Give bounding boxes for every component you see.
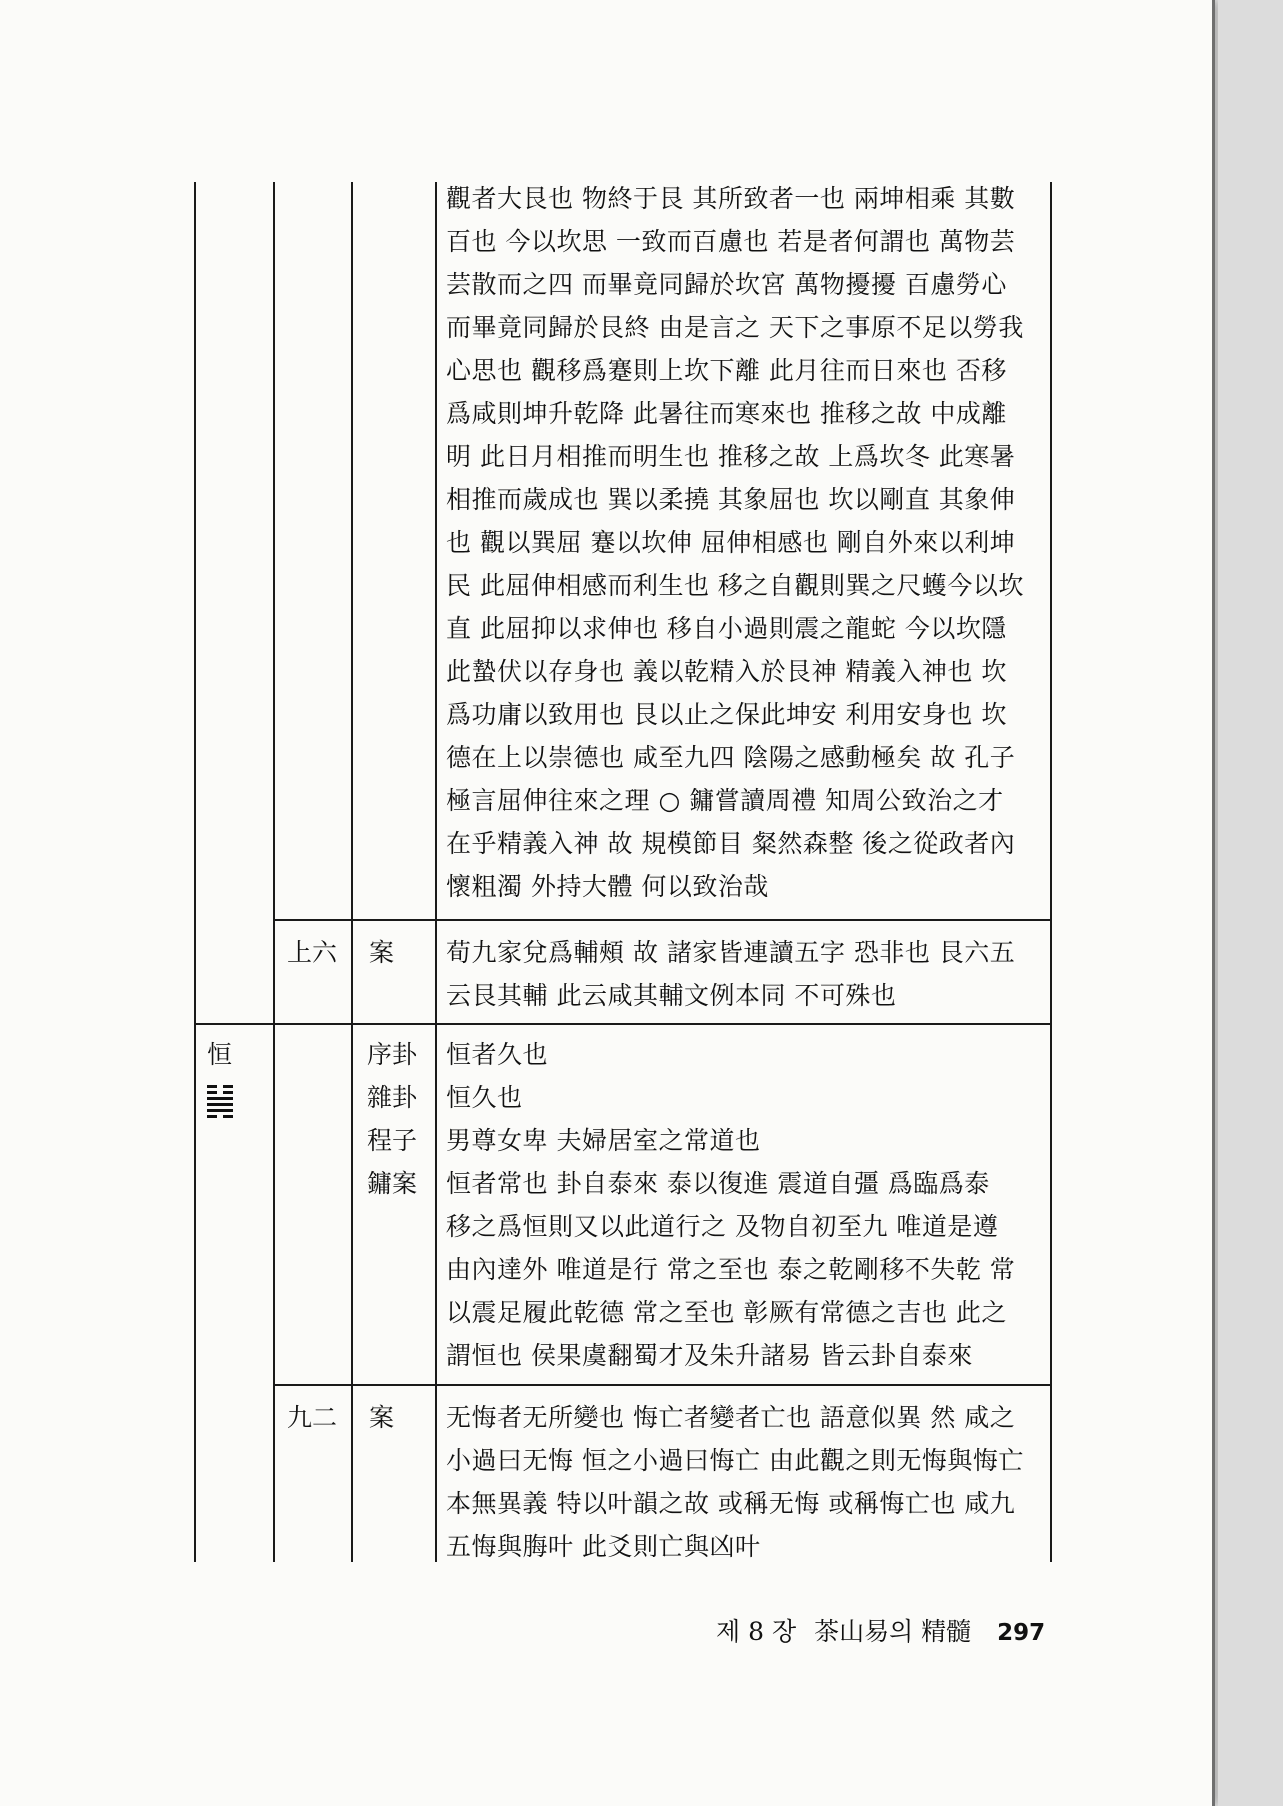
text-line: 相推而歲成也 巽以柔撓 其象屈也 坎以剛直 其象伸 bbox=[446, 485, 1016, 514]
source-label-an: 案 bbox=[369, 938, 395, 967]
text-line: 極言屈伸往來之理 ○ 鏞嘗讀周禮 知周公致治之才 bbox=[446, 786, 1004, 815]
page-number: 297 bbox=[997, 1620, 1046, 1646]
text-line: 而畢竟同歸於艮終 由是言之 天下之事原不足以勞我 bbox=[446, 313, 1024, 342]
table-rule-col1 bbox=[194, 182, 196, 1562]
hexagram-heng-icon bbox=[207, 1085, 233, 1121]
line-label-jiuer: 九二 bbox=[287, 1403, 338, 1432]
text-line: 小過曰无悔 恒之小過曰悔亡 由此觀之則无悔與悔亡 bbox=[446, 1446, 1024, 1475]
text-line: 恒久也 bbox=[446, 1083, 523, 1112]
text-line: 本無異義 特以叶韻之故 或稱无悔 或稱悔亡也 咸九 bbox=[446, 1489, 1016, 1518]
text-line: 懷粗濁 外持大體 何以致治哉 bbox=[446, 872, 769, 901]
source-label-xugua: 序卦 bbox=[367, 1040, 418, 1069]
text-line: 民 此屈伸相感而利生也 移之自觀則巽之尺蠖今以坎 bbox=[446, 571, 1024, 600]
source-label-yongan: 鏞案 bbox=[367, 1169, 418, 1198]
table-rule-col3 bbox=[351, 182, 353, 1562]
text-line: 以震足履此乾德 常之至也 彰厥有常德之吉也 此之 bbox=[446, 1298, 1007, 1327]
table-rule-col4 bbox=[435, 182, 437, 1562]
text-line: 觀者大艮也 物終于艮 其所致者一也 兩坤相乘 其數 bbox=[446, 184, 1016, 213]
text-line: 五悔與脢叶 此爻則亡與凶叶 bbox=[446, 1532, 761, 1561]
line-label-shangliu: 上六 bbox=[287, 938, 338, 967]
chapter-label: 제 8 장 bbox=[716, 1617, 797, 1646]
text-line: 云艮其輔 此云咸其輔文例本同 不可殊也 bbox=[446, 981, 897, 1010]
text-line: 在乎精義入神 故 規模節目 粲然森整 後之從政者內 bbox=[446, 829, 1016, 858]
table-rule-right bbox=[1050, 182, 1052, 1562]
table-rule-row3 bbox=[273, 1384, 1052, 1386]
text-line: 德在上以崇德也 咸至九四 陰陽之感動極矣 故 孔子 bbox=[446, 743, 1016, 772]
text-line: 由內達外 唯道是行 常之至也 泰之乾剛移不失乾 常 bbox=[446, 1255, 1016, 1284]
text-line: 直 此屈抑以求伸也 移自小過則震之龍蛇 今以坎隱 bbox=[446, 614, 1007, 643]
chapter-title: 茶山易의 精髓 bbox=[814, 1617, 972, 1646]
table-rule-row2 bbox=[194, 1023, 1052, 1025]
table-rule-row1 bbox=[273, 919, 1052, 921]
text-line: 此蟄伏以存身也 義以乾精入於艮神 精義入神也 坎 bbox=[446, 657, 1007, 686]
text-line: 恒者常也 卦自泰來 泰以復進 震道自彊 爲臨爲泰 bbox=[446, 1169, 990, 1198]
text-line: 恒者久也 bbox=[446, 1040, 549, 1069]
source-label-zagua: 雜卦 bbox=[367, 1083, 418, 1112]
text-line: 移之爲恒則又以此道行之 及物自初至九 唯道是遵 bbox=[446, 1212, 999, 1241]
hexagram-name: 恒 bbox=[207, 1040, 233, 1069]
text-line: 无悔者无所變也 悔亡者變者亡也 語意似異 然 咸之 bbox=[446, 1403, 1016, 1432]
table-rule-col2 bbox=[273, 182, 275, 1562]
source-label-an-2: 案 bbox=[369, 1403, 395, 1432]
text-line: 謂恒也 侯果虞翻蜀才及朱升諸易 皆云卦自泰來 bbox=[446, 1341, 973, 1370]
text-line: 爲咸則坤升乾降 此暑往而寒來也 推移之故 中成離 bbox=[446, 399, 1007, 428]
source-label-chengzi: 程子 bbox=[367, 1126, 418, 1155]
text-line: 也 觀以巽屈 蹇以坎伸 屈伸相感也 剛自外來以利坤 bbox=[446, 528, 1016, 557]
text-line: 明 此日月相推而明生也 推移之故 上爲坎冬 此寒暑 bbox=[446, 442, 1016, 471]
text-line: 百也 今以坎思 一致而百慮也 若是者何謂也 萬物芸 bbox=[446, 227, 1016, 256]
text-line: 芸散而之四 而畢竟同歸於坎宮 萬物擾擾 百慮勞心 bbox=[446, 270, 1007, 299]
text-line: 心思也 觀移爲蹇則上坎下離 此月往而日來也 否移 bbox=[446, 356, 1007, 385]
text-line: 爲功庸以致用也 艮以止之保此坤安 利用安身也 坎 bbox=[446, 700, 1007, 729]
text-line: 荀九家兌爲輔頰 故 諸家皆連讀五字 恐非也 艮六五 bbox=[446, 938, 1016, 967]
page-footer bbox=[716, 1612, 1055, 1648]
viewer-background bbox=[1218, 0, 1283, 1806]
text-line: 男尊女卑 夫婦居室之常道也 bbox=[446, 1126, 761, 1155]
